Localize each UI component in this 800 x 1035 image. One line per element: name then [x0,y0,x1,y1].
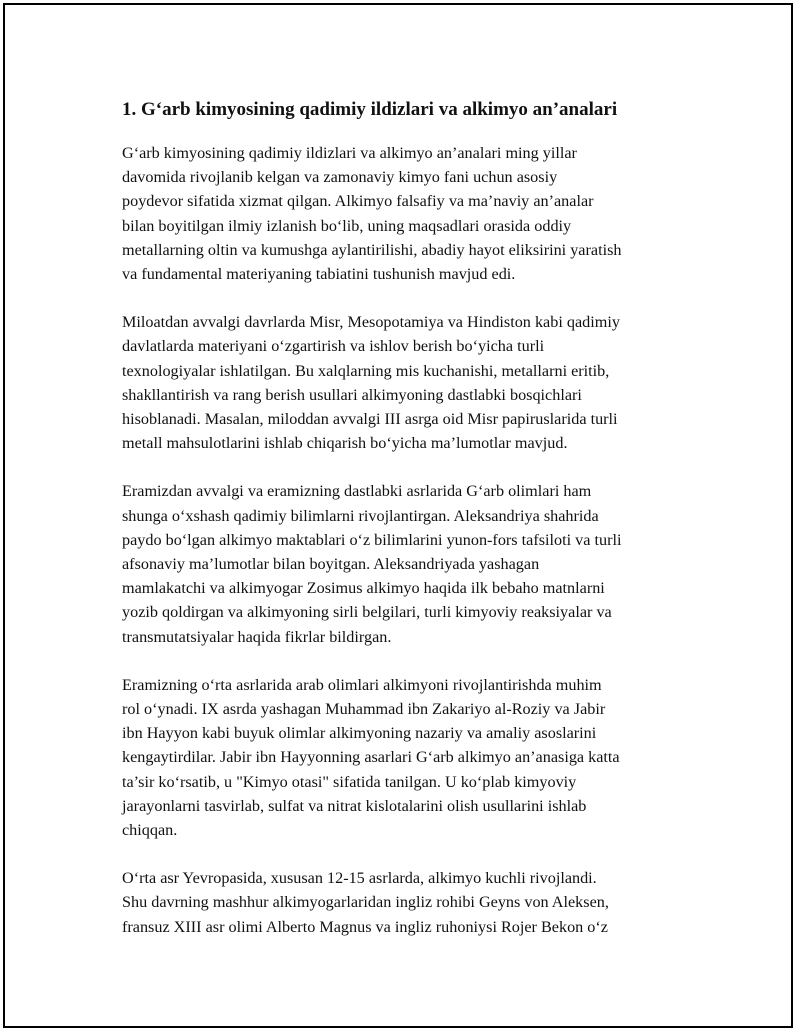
page-frame [3,3,793,1028]
text-line: G‘arb kimyosining qadimiy ildizlari va alkimyo an’analari ming yillar [122,144,577,162]
paragraph-2 [122,310,697,455]
text-line: chiqqan. [122,821,178,840]
text-line: davlatlarda materiyani o‘zgartirish va ishlov berish bo‘yicha turli [122,337,545,356]
text-line: Eramizning o‘rta asrlarida arab olimlari alkimyoni rivojlantirishda muhim [122,675,602,694]
section-heading: 1. G‘arb kimyosining qadimiy ildizlari va alkimyo an’analari [122,99,618,120]
text-line: paydo bo‘lgan alkimyo maktablari o‘z bilimlarini yunon-fors tafsiloti va turli [122,530,622,549]
text-line: davomida rivojlanib kelgan va zamonaviy kimyo fani uchun asosiy [122,168,558,187]
text-line: rol o‘ynadi. IX asrda yashagan Muhammad ibn Zakariyo al-Roziy va Jabir [122,700,606,719]
text-line: kengaytirdilar. Jabir ibn Hayyonning asarlari G‘arb alkimyo an’anasiga katta [122,748,620,767]
text-line: poydevor sifatida xizmat qilgan. Alkimyo falsafiy va ma’naviy an’analar [122,192,594,211]
text-line: bilan boyitilgan ilmiy izlanish bo‘lib, uning maqsadlari orasida oddiy [122,216,572,235]
text-line: mamlakatchi va alkimyogar Zosimus alkimyo haqida ilk bebaho matnlarni [122,579,605,598]
paragraph-3 [122,479,697,648]
text-line: shakllantirish va rang berish usullari alkimyoning dastlabki bosqichlari [122,385,582,404]
text-line: Miloatdan avvalgi davrlarda Misr, Mesopotamiya va Hindiston kabi qadimiy [122,313,620,332]
document-body [122,97,697,963]
text-line: ibn Hayyon kabi buyuk olimlar alkimyoning nazariy va amaliy asoslarini [122,724,597,743]
text-line: hisoblanadi. Masalan, miloddan avvalgi III asrga oid Misr papiruslarida turli [122,410,618,429]
text-line: transmutatsiyalar haqida fikrlar bildirgan. [122,627,392,646]
text-line: metallarning oltin va kumushga aylantirilishi, abadiy hayot eliksirini yaratish [122,240,622,259]
text-line: metall mahsulotlarini ishlab chiqarish bo‘yicha ma’lumotlar mavjud. [122,434,568,453]
text-line: texnologiyalar ishlatilgan. Bu xalqlarning mis kuchanishi, metallarni eritib, [122,361,610,380]
paragraph-4 [122,673,697,842]
text-line: Shu davrning mashhur alkimyogarlaridan ingliz rohibi Geyns von Aleksen, [122,893,609,912]
paragraph-1 [122,141,697,286]
text-line: shunga o‘xshash qadimiy bilimlarni rivojlantirgan. Aleksandriya shahrida [122,506,599,525]
text-line: va fundamental materiyaning tabiatini tushunish mavjud edi. [122,265,516,284]
text-line: O‘rta asr Yevropasida, xususan 12-15 asrlarda, alkimyo kuchli rivojlandi. [122,869,597,888]
text-line: afsonaviy ma’lumotlar bilan boyitgan. Aleksandriyada yashagan [122,555,540,574]
text-line: jarayonlarni tasvirlab, sulfat va nitrat kislotalarini olish usullarini ishlab [122,796,587,815]
paragraph-5 [122,866,697,939]
text-line: Eramizdan avvalgi va eramizning dastlabki asrlarida G‘arb olimlari ham [122,482,592,501]
text-line: yozib qoldirgan va alkimyoning sirli belgilari, turli kimyoviy reaksiyalar va [122,603,612,622]
text-line: ta’sir ko‘rsatib, u "Kimyo otasi" sifatida tanilgan. U ko‘plab kimyoviy [122,772,577,791]
text-line: fransuz XIII asr olimi Alberto Magnus va ingliz ruhoniysi Rojer Bekon o‘z [122,917,608,936]
